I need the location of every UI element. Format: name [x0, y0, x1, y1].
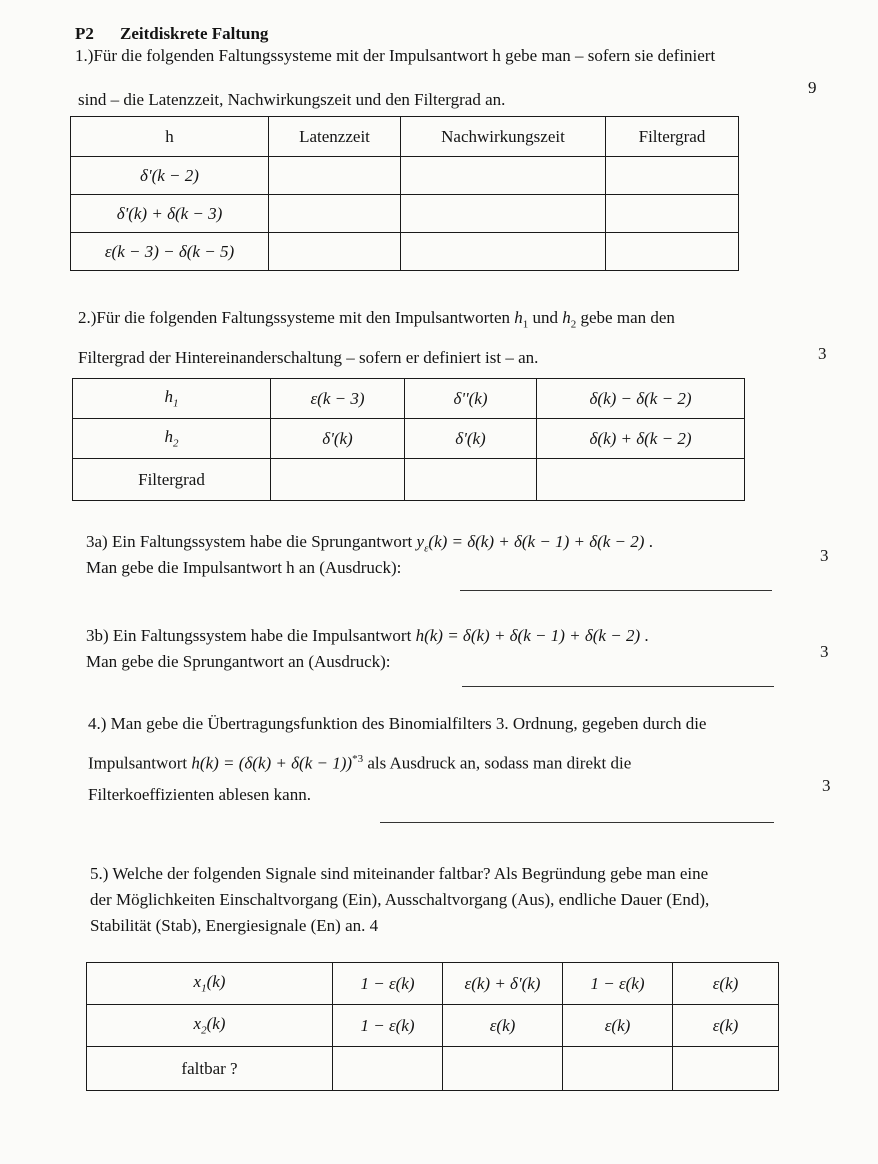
q5-row2-label-sub: 2 [201, 1024, 207, 1037]
q2-row1-label [73, 379, 271, 419]
q2-row2-col2: δ'(k) [405, 419, 537, 459]
q1-row1-filtergrad-cell[interactable] [606, 157, 739, 195]
q5-text-line2: der Möglichkeiten Einschaltvorgang (Ein), Ausschaltvorgang (Aus), endliche Dauer (End), [90, 890, 710, 909]
q5-row1-label [87, 963, 333, 1005]
q2-row1-label-h: h [164, 387, 173, 407]
q1-row3-filtergrad-cell[interactable] [606, 233, 739, 271]
q5-faltbar-cell-1[interactable] [333, 1047, 443, 1091]
q2-row1-col2: δ''(k) [405, 379, 537, 419]
q5-row2-col2: ε(k) [443, 1005, 563, 1047]
q2-row1-col3: δ(k) − δ(k − 2) [537, 379, 745, 419]
q2-row1-label-sub: 1 [173, 397, 179, 410]
q2-filtergrad-cell-2[interactable] [405, 459, 537, 501]
q5-row1-col4: ε(k) [673, 963, 779, 1005]
q5-row3-label: faltbar ? [87, 1047, 333, 1091]
q3a-line1-end: . [644, 532, 653, 551]
q1-table [70, 116, 739, 271]
q2-points: 3 [818, 344, 827, 363]
q2-h2-symbol: h [562, 308, 571, 327]
q2-text-line2: Filtergrad der Hintereinanderschaltung – sofern er definiert ist – an. [78, 348, 539, 367]
q4-line2-start: Impulsantwort [88, 753, 192, 773]
q1-col-h: h [71, 117, 269, 157]
q5-row2-col3: ε(k) [563, 1005, 673, 1047]
q5-faltbar-cell-4[interactable] [673, 1047, 779, 1091]
q4-formula: h(k) = (δ(k) + δ(k − 1)) [191, 753, 353, 773]
table-row [71, 157, 739, 195]
q3a-formula-rest: (k) = δ(k) + δ(k − 1) + δ(k − 2) [428, 532, 645, 551]
q2-row2-label-sub: 2 [173, 437, 179, 450]
q2-row2-label [73, 419, 271, 459]
q5-text-line1: 5.) Welche der folgenden Signale sind miteinander faltbar? Als Begründung gebe man eine [90, 864, 709, 883]
q2-table [72, 378, 745, 501]
q2-row2-col3: δ(k) + δ(k − 2) [537, 419, 745, 459]
q5-row1-label-arg: (k) [206, 972, 226, 992]
q1-row2-latenzzeit-cell[interactable] [269, 195, 401, 233]
q2-line1-start: 2.)Für die folgenden Faltungssysteme mit den Impulsantworten [78, 308, 515, 327]
q3a-line1-start: 3a) Ein Faltungssystem habe die Sprungantwort [86, 532, 417, 551]
q3b-text-line1 [86, 624, 649, 648]
q1-row3-nachwirkungszeit-cell[interactable] [401, 233, 606, 271]
q5-faltbar-cell-2[interactable] [443, 1047, 563, 1091]
q4-text-line2 [88, 747, 631, 776]
q5-row1-col1: 1 − ε(k) [333, 963, 443, 1005]
q5-row2-col1: 1 − ε(k) [333, 1005, 443, 1047]
q3b-answer-line[interactable] [462, 686, 774, 687]
q2-h1-subscript: 1 [522, 318, 529, 331]
q3b-formula: h(k) = δ(k) + δ(k − 1) + δ(k − 2) [415, 626, 641, 645]
q4-text-line3: Filterkoeffizienten ablesen kann. [88, 785, 311, 804]
q4-answer-line[interactable] [380, 822, 774, 823]
q5-faltbar-cell-3[interactable] [563, 1047, 673, 1091]
q3a-formula-sub: ε [424, 542, 429, 555]
q2-line1-mid: und [528, 308, 563, 327]
q1-text-line1: 1.)Für die folgenden Faltungssysteme mit der Impulsantwort h gebe man – sofern sie definiert [75, 46, 716, 65]
table-row [87, 1047, 779, 1091]
table-row [71, 195, 739, 233]
table-row [87, 1005, 779, 1047]
problem-code: P2 [75, 24, 94, 43]
q2-filtergrad-cell-3[interactable] [537, 459, 745, 501]
q3a-points: 3 [820, 546, 829, 565]
q5-row1-label-x: x [193, 972, 202, 992]
q5-row2-label-arg: (k) [206, 1014, 226, 1034]
q5-row2-label-x: x [193, 1014, 202, 1034]
table-row [73, 379, 745, 419]
q1-row3-latenzzeit-cell[interactable] [269, 233, 401, 271]
table-row [71, 233, 739, 271]
q1-row1-latenzzeit-cell[interactable] [269, 157, 401, 195]
q1-row2-nachwirkungszeit-cell[interactable] [401, 195, 606, 233]
problem-title: Zeitdiskrete Faltung [120, 24, 269, 43]
q1-header-row [71, 117, 739, 157]
q1-points: 9 [808, 78, 817, 97]
q3b-points: 3 [820, 642, 829, 661]
q1-row1-nachwirkungszeit-cell[interactable] [401, 157, 606, 195]
q2-row3-label: Filtergrad [73, 459, 271, 501]
q4-text-line1: 4.) Man gebe die Übertragungsfunktion des Binomialfilters 3. Ordnung, gegeben durch die [88, 714, 707, 733]
table-row [87, 963, 779, 1005]
q3b-line1-start: 3b) Ein Faltungssystem habe die Impulsantwort [86, 626, 416, 645]
q1-row2-filtergrad-cell[interactable] [606, 195, 739, 233]
q5-table [86, 962, 779, 1091]
q2-row1-col1: ε(k − 3) [271, 379, 405, 419]
q1-text-line2: sind – die Latenzzeit, Nachwirkungszeit und den Filtergrad an. [78, 90, 506, 109]
q2-row2-col1: δ'(k) [271, 419, 405, 459]
q4-line2-end: als Ausdruck an, sodass man direkt die [363, 753, 632, 773]
q5-row1-col2: ε(k) + δ'(k) [443, 963, 563, 1005]
q5-row2-label [87, 1005, 333, 1047]
q1-col-filtergrad: Filtergrad [606, 117, 739, 157]
q2-row2-label-h: h [164, 427, 173, 447]
q4-formula-sup: *3 [352, 753, 364, 765]
q5-row2-col4: ε(k) [673, 1005, 779, 1047]
q1-col-latenzzeit: Latenzzeit [269, 117, 401, 157]
q5-row1-label-sub: 1 [201, 982, 207, 995]
q1-row3-h: ε(k − 3) − δ(k − 5) [71, 233, 269, 271]
q1-col-nachwirkungszeit: Nachwirkungszeit [401, 117, 606, 157]
q3b-line1-end: . [640, 626, 649, 645]
table-row [73, 459, 745, 501]
q2-filtergrad-cell-1[interactable] [271, 459, 405, 501]
q2-h2-subscript: 2 [570, 318, 577, 331]
q1-row1-h: δ'(k − 2) [71, 157, 269, 195]
q3a-text-line2: Man gebe die Impulsantwort h an (Ausdruck): [86, 558, 402, 577]
q2-line1-end: gebe man den [576, 308, 675, 327]
q3b-text-line2: Man gebe die Sprungantwort an (Ausdruck): [86, 652, 391, 671]
q3a-formula-y: y [416, 532, 425, 551]
q4-points: 3 [822, 776, 831, 795]
q5-text-line3: Stabilität (Stab), Energiesignale (En) an. 4 [90, 916, 379, 935]
q2-h1-symbol: h [514, 308, 523, 327]
table-row [73, 419, 745, 459]
q1-row2-h: δ'(k) + δ(k − 3) [71, 195, 269, 233]
q3a-answer-line[interactable] [460, 590, 772, 591]
q2-text-line1 [78, 306, 675, 336]
q5-row1-col3: 1 − ε(k) [563, 963, 673, 1005]
